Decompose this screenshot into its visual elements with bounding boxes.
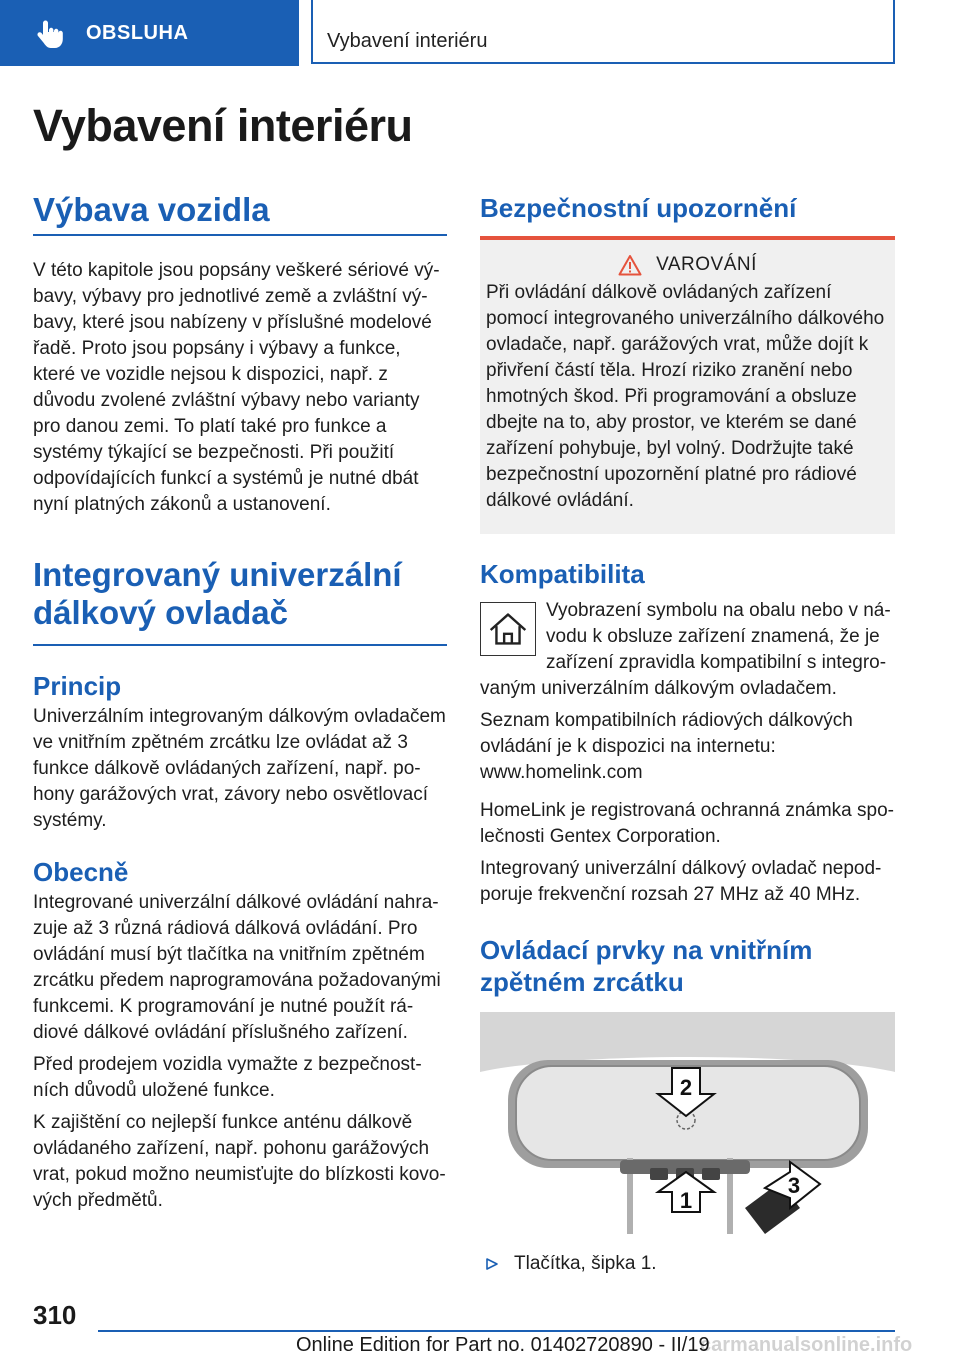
compat-block bbox=[480, 598, 895, 702]
left-column bbox=[33, 190, 447, 1214]
compat-paragraph-1: Vyobrazení symbolu na obalu nebo v návodu k obsluze zařízení znamená, že je zařízení zpravidla kompatibilní s integrovaným univerzálním dálkovým ovladačem. bbox=[480, 600, 891, 699]
compat-paragraph-3: HomeLink je registrovaná ochranná známka společnosti Gentex Corporation. bbox=[480, 800, 894, 847]
chapter-tab bbox=[311, 0, 895, 64]
vybava-paragraph: V této kapitole jsou popsány veškeré sériové výbavy, výbavy pro jednotlivé země a zvláštní výbavy, které jsou nabízeny v příslušné modelové řadě. Proto jsou popsány i výbavy a funkce, které ve vozidle nejsou k dispozici, např. z důvodu zvolené zvláštní výbavy nebo varianty pro danou zemi. To platí také pro funkce a systémy týkající se bezpečnosti. Při použití odpovídajících funkcí a systémů je nutné dbát nyní platných zákonů a ustanovení. bbox=[33, 260, 440, 515]
bullet-item bbox=[480, 1251, 895, 1277]
compat-paragraph-2: Seznam kompatibilních rádiových dálkových ovládání je k dispozici na internetu: bbox=[480, 710, 853, 757]
obecne-paragraph-1: Integrované univerzální dálkové ovládání nahrazuje až 3 různá rádiová dálková ovládání. Pro ovládání musí být tlačítka na vnitřním zpětném zrcátku předem naprogramována požadovanými funkcemi. K programování je nutné použít rádiové dálkové ovládání příslušného zařízení. bbox=[33, 892, 441, 1043]
subsection-title-kompatibilita: Kompatibilita bbox=[480, 559, 645, 589]
princip-paragraph: Univerzálním integrovaným dálkovým ovladačem ve vnitřním zpětném zrcátku lze ovládat až 3 funkce dálkově ovládaných zařízení, např. pohony garážových vrat, závory nebo osvětlovací systémy. bbox=[33, 706, 446, 831]
watermark: carmanualsonline.info bbox=[700, 1334, 913, 1356]
right-column bbox=[480, 190, 895, 1277]
hand-pointer-icon bbox=[34, 19, 64, 49]
page-number: 310 bbox=[33, 1300, 77, 1330]
section-title-vybava: Výbava vozidla bbox=[33, 191, 270, 228]
warning-header bbox=[486, 254, 889, 276]
subsection-title-ovladaci-prvky: Ovládací prvky na vnitřním zpětném zrcátku bbox=[480, 935, 813, 997]
subsection-title-obecne: Obecně bbox=[33, 857, 129, 887]
compat-paragraph-4: Integrovaný univerzální dálkový ovladač nepodporuje frekvenční rozsah 27 MHz až 40 MHz. bbox=[480, 858, 882, 905]
section-label: OBSLUHA bbox=[86, 22, 189, 44]
figure-label-3: 3 bbox=[787, 1173, 801, 1198]
page-title: Vybavení interiéru bbox=[33, 100, 413, 151]
homelink-house-icon bbox=[480, 602, 536, 656]
section-divider bbox=[33, 234, 447, 236]
footer-edition: Online Edition for Part no. 01402720890 - II/19 bbox=[296, 1334, 710, 1356]
triangle-bullet-icon bbox=[484, 1256, 500, 1272]
warning-box bbox=[480, 240, 895, 534]
footer-divider bbox=[98, 1330, 895, 1332]
section-tab bbox=[0, 0, 299, 66]
section-title-ovladac: Integrovaný univerzální dálkový ovladač bbox=[33, 556, 402, 631]
warning-triangle-icon bbox=[618, 254, 642, 276]
mirror-figure bbox=[480, 1012, 895, 1234]
homelink-link[interactable]: www.homelink.com bbox=[480, 762, 643, 783]
subsection-title-princip: Princip bbox=[33, 671, 122, 701]
chapter-label: Vybavení interiéru bbox=[327, 30, 488, 52]
obecne-paragraph-2: Před prodejem vozidla vymažte z bezpečnostních důvodů uložené funkce. bbox=[33, 1054, 422, 1101]
obecne-paragraph-3: K zajištění co nejlepší funkce anténu dálkově ovládaného zařízení, např. pohonu garážových vrat, pokud možno neumisťujte do blízkosti kovových předmětů. bbox=[33, 1112, 446, 1211]
warning-label: VAROVÁNÍ bbox=[656, 254, 757, 275]
figure-label-1: 1 bbox=[679, 1188, 693, 1213]
section-divider bbox=[33, 644, 447, 646]
warning-text: Při ovládání dálkově ovládaných zařízení pomocí integrovaného univerzálního dálkového ovladače, např. garážových vrat, může dojít k přivření částí těla. Hrozí riziko zranění nebo hmotných škod. Při programování a obsluze dbejte na to, aby prostor, ve kterém se dané zařízení pohybuje, byl volný. Dodržujte také bezpečnostní upozornění platné pro rádiové dálkové ovládání. bbox=[486, 282, 885, 511]
section-title-bezpecnost: Bezpečnostní upozornění bbox=[480, 193, 797, 223]
figure-label-2: 2 bbox=[679, 1075, 693, 1100]
bullet-text: Tlačítka, šipka 1. bbox=[514, 1253, 657, 1274]
